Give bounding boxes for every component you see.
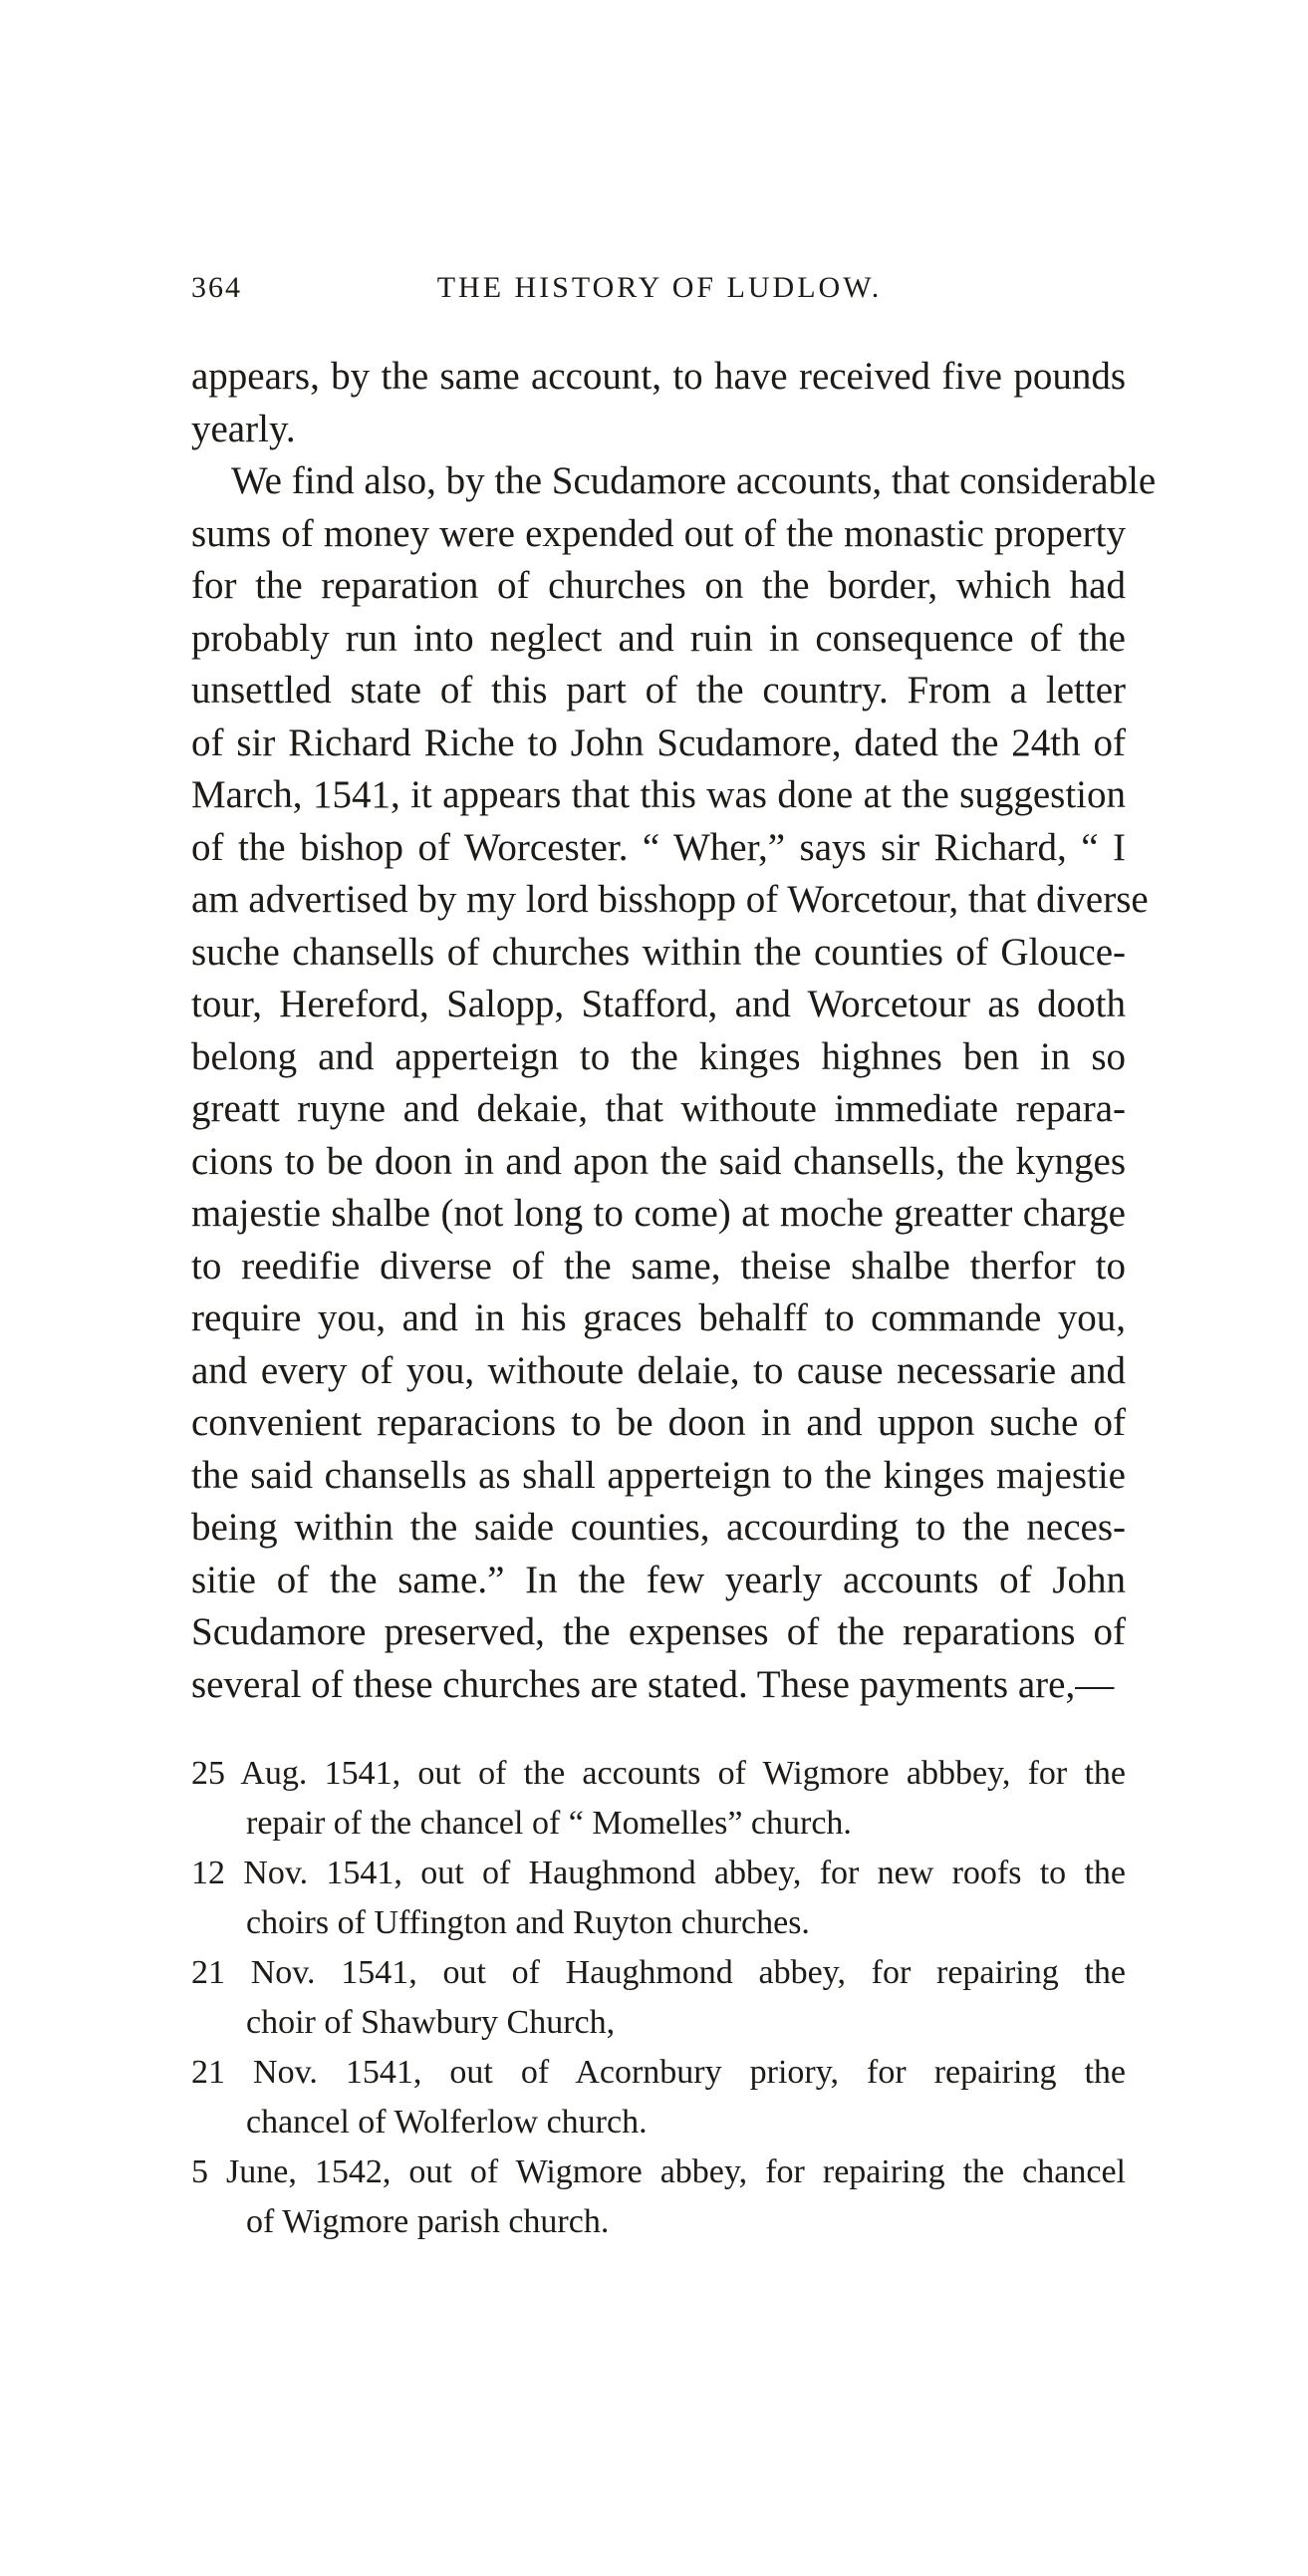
text-line: majestie shalbe (not long to come) at moche greatter charge: [191, 1192, 1126, 1235]
text-line: greatt ruyne and dekaie, that withoute immediate repara-: [191, 1087, 1126, 1130]
running-title: THE HISTORY OF LUDLOW.: [436, 271, 883, 304]
text-line: suche chansells of churches within the counties of Glouce-: [191, 930, 1126, 974]
text-line: cions to be doon in and apon the said chansells, the kynges: [191, 1139, 1126, 1183]
text-line: convenient reparacions to be doon in and uppon suche of: [191, 1401, 1126, 1444]
page-number: 364: [191, 271, 242, 304]
entry-line: choirs of Uffington and Ruyton churches.: [246, 1904, 810, 1941]
entry-line: 5 June, 1542, out of Wigmore abbey, for repairing the chancel: [191, 2153, 1126, 2190]
text-line: We find also, by the Scudamore accounts, that considerable: [231, 459, 1157, 502]
body-paragraphs: [191, 351, 1157, 1711]
entry-line: 12 Nov. 1541, out of Haughmond abbey, for new roofs to the: [191, 1855, 1126, 1891]
text-line: for the reparation of churches on the border, which had: [191, 564, 1126, 607]
entry-line: 25 Aug. 1541, out of the accounts of Wigmore abbbey, for the: [191, 1755, 1126, 1792]
entry-line: 21 Nov. 1541, out of Haughmond abbey, for repairing the: [191, 1954, 1126, 1991]
text-line: being within the saide counties, accourding to the neces-: [191, 1506, 1126, 1549]
text-line: appears, by the same account, to have received five pounds: [191, 355, 1126, 398]
text-line: am advertised by my lord bisshopp of Worcetour, that diverse: [191, 878, 1149, 921]
text-line: tour, Hereford, Salopp, Stafford, and Worcetour as dooth: [191, 983, 1126, 1025]
text-line: and every of you, withoute delaie, to cause necessarie and: [191, 1348, 1126, 1392]
text-line: sums of money were expended out of the monastic property: [191, 511, 1126, 555]
text-line: sitie of the same.” In the few yearly accounts of John: [191, 1558, 1126, 1601]
text-line: yearly.: [191, 407, 296, 450]
entry-line: 21 Nov. 1541, out of Acornbury priory, for repairing the: [191, 2054, 1126, 2091]
payment-entries: [191, 1749, 1126, 2247]
entry-line: of Wigmore parish church.: [246, 2203, 610, 2240]
text-line: require you, and in his graces behalff to commande you,: [191, 1296, 1126, 1339]
entry-line: repair of the chancel of “ Momelles” church.: [246, 1805, 852, 1842]
text-line: Scudamore preserved, the expenses of the reparations of: [191, 1610, 1126, 1653]
text-line: of sir Richard Riche to John Scudamore, dated the 24th of: [191, 720, 1126, 764]
text-line: of the bishop of Worcester. “ Wher,” says sir Richard, “ I: [191, 825, 1126, 869]
text-line: unsettled state of this part of the country. From a letter: [191, 669, 1126, 712]
entry-line: choir of Shawbury Church,: [246, 2004, 616, 2041]
text-line: several of these churches are stated. These payments are,—: [191, 1662, 1115, 1706]
text-line: probably run into neglect and ruin in consequence of the: [191, 616, 1126, 660]
text-line: belong and apperteign to the kinges highnes ben in so: [191, 1034, 1126, 1078]
entry-line: chancel of Wolferlow church.: [246, 2104, 648, 2141]
running-head: [191, 271, 1128, 311]
text-line: to reedifie diverse of the same, theise shalbe therfor to: [191, 1244, 1126, 1288]
text-line: the said chansells as shall apperteign to the kinges majestie: [191, 1453, 1126, 1497]
text-line: March, 1541, it appears that this was done at the suggestion: [191, 773, 1126, 816]
